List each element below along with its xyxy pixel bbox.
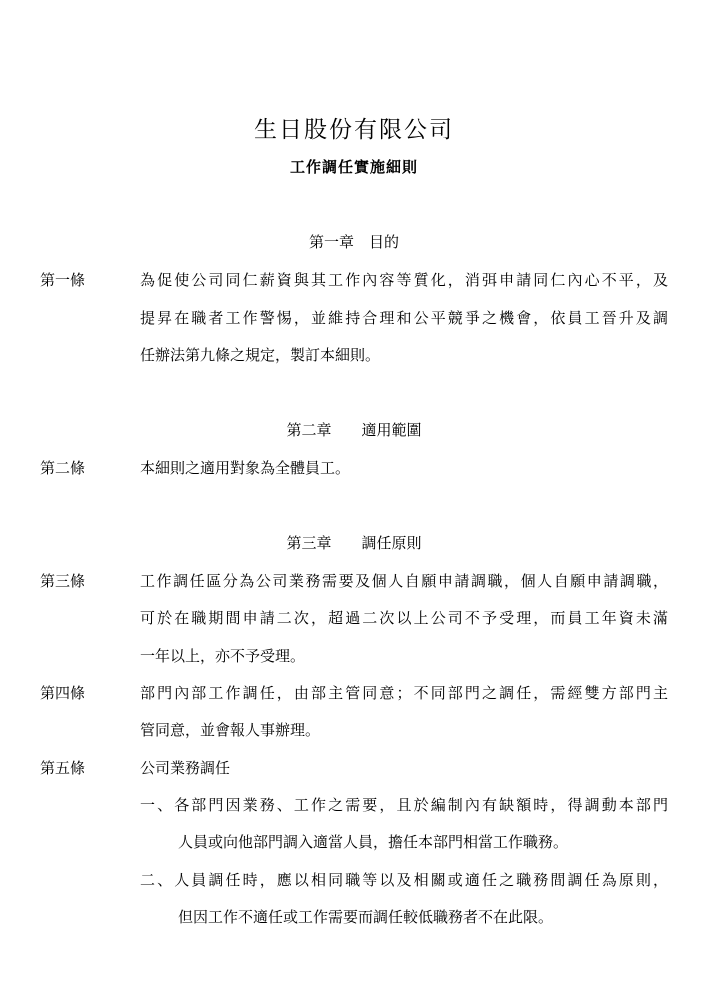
article-3-line: 一年以上，亦不予受理。 [140,647,306,665]
article-4-label: 第四條 [40,684,86,702]
article-3-line: 可於在職期間申請二次，超過二次以上公司不予受理，而員工年資未滿 [140,609,668,627]
article-4-line: 部門內部工作調任，由部主管同意；不同部門之調任，需經雙方部門主 [140,684,668,702]
document-title: 工作調任實施細則 [289,158,418,176]
article-1-label: 第一條 [40,271,86,289]
article-2-line: 本細則之適用對象為全體員工。 [140,459,351,477]
article-2-label: 第二條 [40,459,86,477]
article-3-line: 工作調任區分為公司業務需要及個人自願申請調職，個人自願申請調職， [140,572,668,590]
article-5-item-2: 二、人員調任時，應以相同職等以及相關或適任之職務間調任為原則， [140,871,668,889]
article-3-label: 第三條 [40,572,86,590]
article-5-heading: 公司業務調任 [140,759,231,777]
chapter-2-heading: 第二章 適用範圍 [286,421,422,439]
article-1-line: 提昇在職者工作警惕，並維持合理和公平競爭之機會，依員工晉升及調 [140,309,668,327]
article-5-item-2-cont: 但因工作不適任或工作需要而調任較低職務者不在此限。 [178,908,554,926]
chapter-3-heading: 第三章 調任原則 [286,534,422,552]
article-5-label: 第五條 [40,759,86,777]
company-name: 生日股份有限公司 [254,117,454,143]
article-1-line: 為促使公司同仁薪資與其工作內容等質化，消弭申請同仁內心不平，及 [140,271,668,289]
article-4-line: 管同意，並會報人事辦理。 [140,721,321,739]
chapter-1-heading: 第一章 目的 [308,233,399,251]
article-5-item-1-cont: 人員或向他部門調入適當人員，擔任本部門相當工作職務。 [178,833,569,851]
article-1-line: 任辦法第九條之規定，製訂本細則。 [140,346,381,364]
article-5-item-1: 一、各部門因業務、工作之需要，且於編制內有缺額時，得調動本部門 [140,796,668,814]
